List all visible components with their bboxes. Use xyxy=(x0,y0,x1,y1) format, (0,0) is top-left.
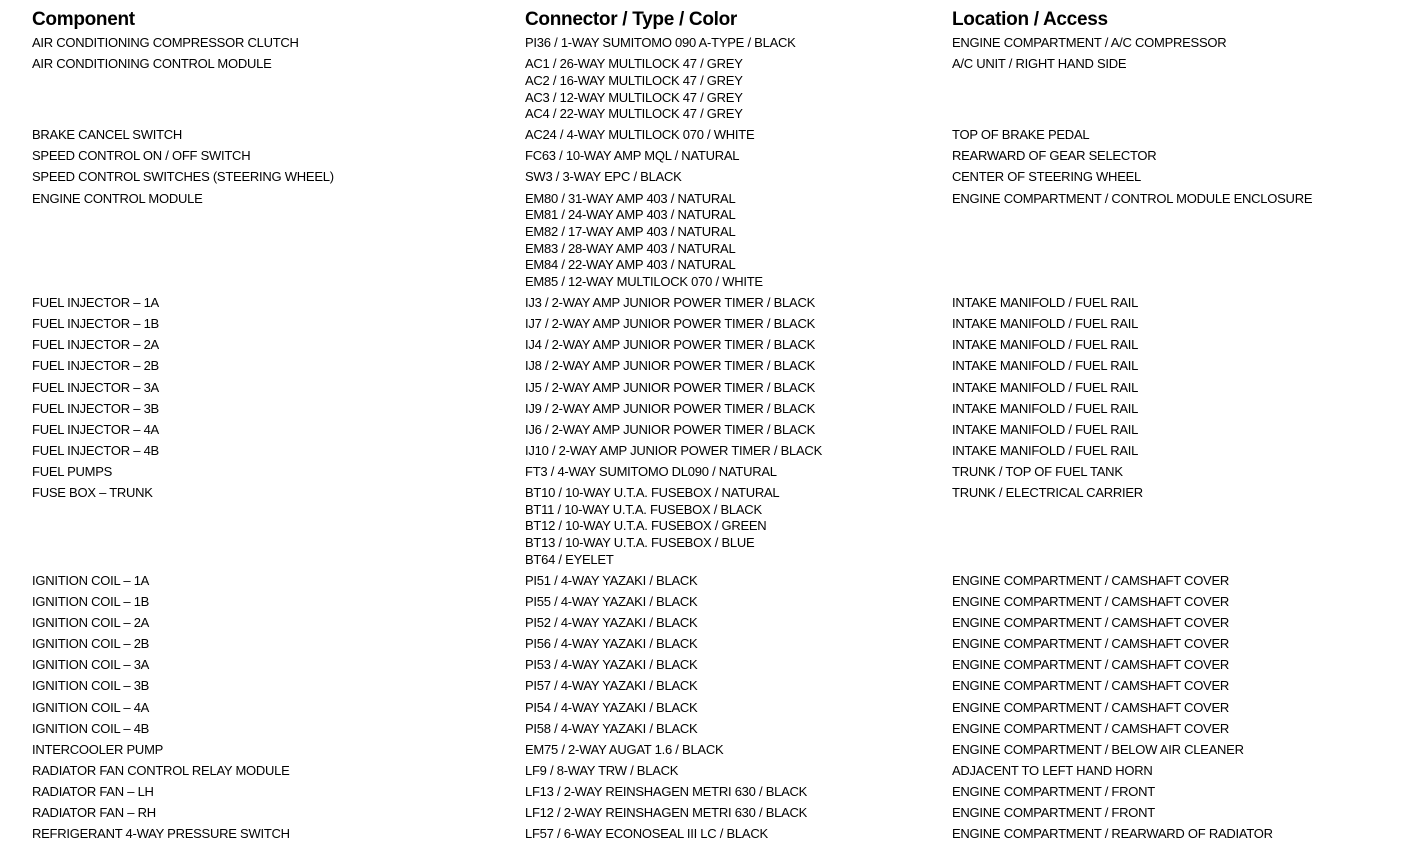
table-row xyxy=(32,380,1392,401)
connector-line: LF9 / 8-WAY TRW / BLACK xyxy=(525,762,679,778)
connector-line: FC63 / 10-WAY AMP MQL / NATURAL xyxy=(525,148,740,164)
table-row xyxy=(32,295,1392,316)
connector-line: EM82 / 17-WAY AMP 403 / NATURAL xyxy=(525,223,736,239)
table-row xyxy=(32,678,1392,699)
table-row xyxy=(32,464,1392,485)
table-row xyxy=(32,721,1392,742)
table-row xyxy=(32,191,1392,296)
component-cell: FUEL INJECTOR – 1B xyxy=(32,316,159,332)
location-cell: ENGINE COMPARTMENT / BELOW AIR CLEANER xyxy=(952,741,1244,757)
location-cell: ENGINE COMPARTMENT / CAMSHAFT COVER xyxy=(952,699,1230,715)
location-cell: ENGINE COMPARTMENT / CAMSHAFT COVER xyxy=(952,657,1230,673)
connector-line: PI53 / 4-WAY YAZAKI / BLACK xyxy=(525,657,698,673)
connector-cell xyxy=(525,805,952,822)
component-cell: FUSE BOX – TRUNK xyxy=(32,485,153,501)
location-cell: INTAKE MANIFOLD / FUEL RAIL xyxy=(952,379,1139,395)
connector-line: EM84 / 22-WAY AMP 403 / NATURAL xyxy=(525,257,736,273)
location-cell: INTAKE MANIFOLD / FUEL RAIL xyxy=(952,442,1139,458)
table-row xyxy=(32,148,1392,169)
location-cell: ADJACENT TO LEFT HAND HORN xyxy=(952,762,1153,778)
table-header xyxy=(32,9,1392,35)
location-cell: TRUNK / TOP OF FUEL TANK xyxy=(952,463,1123,479)
location-cell: ENGINE COMPARTMENT / CAMSHAFT COVER xyxy=(952,678,1230,694)
location-cell: TOP OF BRAKE PEDAL xyxy=(952,127,1090,143)
connector-cell xyxy=(525,721,952,738)
connector-line: LF12 / 2-WAY REINSHAGEN METRI 630 / BLACK xyxy=(525,804,808,820)
connector-cell xyxy=(525,337,952,354)
connector-line: EM81 / 24-WAY AMP 403 / NATURAL xyxy=(525,207,736,223)
connector-line: IJ5 / 2-WAY AMP JUNIOR POWER TIMER / BLACK xyxy=(525,379,816,395)
location-cell: ENGINE COMPARTMENT / A/C COMPRESSOR xyxy=(952,35,1227,50)
location-cell: INTAKE MANIFOLD / FUEL RAIL xyxy=(952,358,1139,374)
connector-line: EM85 / 12-WAY MULTILOCK 070 / WHITE xyxy=(525,274,763,290)
connector-cell xyxy=(525,443,952,460)
connector-cell xyxy=(525,148,952,165)
table-row xyxy=(32,742,1392,763)
header-component: Component xyxy=(32,9,135,30)
table-row xyxy=(32,316,1392,337)
location-cell: TRUNK / ELECTRICAL CARRIER xyxy=(952,485,1143,501)
location-cell: ENGINE COMPARTMENT / FRONT xyxy=(952,804,1155,820)
connector-line: IJ8 / 2-WAY AMP JUNIOR POWER TIMER / BLACK xyxy=(525,358,816,374)
connector-cell xyxy=(525,401,952,418)
table-row xyxy=(32,337,1392,358)
component-cell: SPEED CONTROL SWITCHES (STEERING WHEEL) xyxy=(32,169,334,185)
connector-line: FT3 / 4-WAY SUMITOMO DL090 / NATURAL xyxy=(525,463,777,479)
connector-line: BT64 / EYELET xyxy=(525,551,614,567)
location-cell: INTAKE MANIFOLD / FUEL RAIL xyxy=(952,316,1139,332)
location-cell: INTAKE MANIFOLD / FUEL RAIL xyxy=(952,421,1139,437)
connector-line: PI56 / 4-WAY YAZAKI / BLACK xyxy=(525,636,698,652)
connector-cell xyxy=(525,464,952,481)
connector-line: IJ7 / 2-WAY AMP JUNIOR POWER TIMER / BLACK xyxy=(525,316,816,332)
connector-line: BT13 / 10-WAY U.T.A. FUSEBOX / BLUE xyxy=(525,535,755,551)
header-location: Location / Access xyxy=(952,9,1108,30)
connector-line: BT10 / 10-WAY U.T.A. FUSEBOX / NATURAL xyxy=(525,485,780,501)
connector-line: LF13 / 2-WAY REINSHAGEN METRI 630 / BLACK xyxy=(525,783,808,799)
connector-line: EM80 / 31-WAY AMP 403 / NATURAL xyxy=(525,190,736,206)
component-cell: AIR CONDITIONING COMPRESSOR CLUTCH xyxy=(32,35,299,50)
connector-cell xyxy=(525,380,952,397)
component-cell: BRAKE CANCEL SWITCH xyxy=(32,127,183,143)
connector-cell xyxy=(525,358,952,375)
connector-line: AC1 / 26-WAY MULTILOCK 47 / GREY xyxy=(525,56,743,72)
connector-cell xyxy=(525,742,952,759)
table-row xyxy=(32,763,1392,784)
connector-cell xyxy=(525,615,952,632)
connector-cell xyxy=(525,422,952,439)
component-cell: IGNITION COIL – 4A xyxy=(32,699,150,715)
table-body xyxy=(32,35,1392,847)
connector-line: PI58 / 4-WAY YAZAKI / BLACK xyxy=(525,720,698,736)
connector-cell xyxy=(525,35,952,52)
component-cell: IGNITION COIL – 2B xyxy=(32,636,150,652)
location-cell: INTAKE MANIFOLD / FUEL RAIL xyxy=(952,400,1139,416)
connector-line: IJ4 / 2-WAY AMP JUNIOR POWER TIMER / BLACK xyxy=(525,337,816,353)
connector-line: SW3 / 3-WAY EPC / BLACK xyxy=(525,169,682,185)
table-row xyxy=(32,127,1392,148)
table-row xyxy=(32,169,1392,190)
component-cell: REFRIGERANT 4-WAY PRESSURE SWITCH xyxy=(32,826,290,842)
connector-cell xyxy=(525,784,952,801)
connector-line: IJ6 / 2-WAY AMP JUNIOR POWER TIMER / BLACK xyxy=(525,421,816,437)
component-cell: RADIATOR FAN – RH xyxy=(32,804,156,820)
component-cell: IGNITION COIL – 4B xyxy=(32,720,150,736)
component-cell: IGNITION COIL – 1A xyxy=(32,572,150,588)
connector-line: LF57 / 6-WAY ECONOSEAL III LC / BLACK xyxy=(525,826,768,842)
location-cell: ENGINE COMPARTMENT / REARWARD OF RADIATOR xyxy=(952,826,1273,842)
component-cell: IGNITION COIL – 2A xyxy=(32,615,150,631)
component-cell: FUEL INJECTOR – 4A xyxy=(32,421,159,437)
component-cell: FUEL INJECTOR – 1A xyxy=(32,295,159,311)
table-row xyxy=(32,657,1392,678)
connector-line: AC4 / 22-WAY MULTILOCK 47 / GREY xyxy=(525,106,743,122)
table-row xyxy=(32,826,1392,847)
connector-line: EM83 / 28-WAY AMP 403 / NATURAL xyxy=(525,240,736,256)
connector-cell xyxy=(525,636,952,653)
component-cell: IGNITION COIL – 1B xyxy=(32,594,150,610)
connector-cell xyxy=(525,826,952,843)
connector-cell xyxy=(525,485,952,569)
connector-line: PI52 / 4-WAY YAZAKI / BLACK xyxy=(525,615,698,631)
table-row xyxy=(32,594,1392,615)
location-cell: ENGINE COMPARTMENT / CONTROL MODULE ENCLOSURE xyxy=(952,190,1313,206)
connector-line: PI55 / 4-WAY YAZAKI / BLACK xyxy=(525,594,698,610)
connector-line: AC3 / 12-WAY MULTILOCK 47 / GREY xyxy=(525,89,743,105)
location-cell: INTAKE MANIFOLD / FUEL RAIL xyxy=(952,295,1139,311)
location-cell: ENGINE COMPARTMENT / CAMSHAFT COVER xyxy=(952,594,1230,610)
connector-line: IJ10 / 2-WAY AMP JUNIOR POWER TIMER / BLACK xyxy=(525,442,822,458)
connector-line: PI54 / 4-WAY YAZAKI / BLACK xyxy=(525,699,698,715)
location-cell: ENGINE COMPARTMENT / CAMSHAFT COVER xyxy=(952,720,1230,736)
component-cell: RADIATOR FAN – LH xyxy=(32,783,154,799)
connector-line: AC2 / 16-WAY MULTILOCK 47 / GREY xyxy=(525,72,743,88)
connector-cell xyxy=(525,169,952,186)
component-cell: FUEL INJECTOR – 4B xyxy=(32,442,159,458)
connector-cell xyxy=(525,700,952,717)
connector-line: IJ9 / 2-WAY AMP JUNIOR POWER TIMER / BLACK xyxy=(525,400,816,416)
connector-table xyxy=(32,9,1392,847)
component-cell: FUEL PUMPS xyxy=(32,463,113,479)
table-row xyxy=(32,443,1392,464)
component-cell: FUEL INJECTOR – 2A xyxy=(32,337,159,353)
table-row xyxy=(32,573,1392,594)
component-cell: SPEED CONTROL ON / OFF SWITCH xyxy=(32,148,251,164)
table-row xyxy=(32,422,1392,443)
location-cell: ENGINE COMPARTMENT / CAMSHAFT COVER xyxy=(952,572,1230,588)
location-cell: A/C UNIT / RIGHT HAND SIDE xyxy=(952,56,1127,72)
connector-cell xyxy=(525,295,952,312)
connector-cell xyxy=(525,316,952,333)
component-cell: FUEL INJECTOR – 3B xyxy=(32,400,159,416)
connector-line: PI57 / 4-WAY YAZAKI / BLACK xyxy=(525,678,698,694)
component-cell: IGNITION COIL – 3A xyxy=(32,657,150,673)
connector-cell xyxy=(525,56,952,123)
table-row xyxy=(32,485,1392,573)
header-connector: Connector / Type / Color xyxy=(525,9,738,30)
location-cell: ENGINE COMPARTMENT / CAMSHAFT COVER xyxy=(952,615,1230,631)
connector-line: AC24 / 4-WAY MULTILOCK 070 / WHITE xyxy=(525,127,755,143)
table-row xyxy=(32,636,1392,657)
component-cell: AIR CONDITIONING CONTROL MODULE xyxy=(32,56,272,72)
location-cell: CENTER OF STEERING WHEEL xyxy=(952,169,1142,185)
location-cell: REARWARD OF GEAR SELECTOR xyxy=(952,148,1157,164)
location-cell: INTAKE MANIFOLD / FUEL RAIL xyxy=(952,337,1139,353)
table-row xyxy=(32,56,1392,127)
table-row xyxy=(32,615,1392,636)
table-row xyxy=(32,700,1392,721)
connector-cell xyxy=(525,191,952,291)
component-cell: IGNITION COIL – 3B xyxy=(32,678,150,694)
connector-cell xyxy=(525,127,952,144)
component-cell: RADIATOR FAN CONTROL RELAY MODULE xyxy=(32,762,290,778)
location-cell: ENGINE COMPARTMENT / CAMSHAFT COVER xyxy=(952,636,1230,652)
table-row xyxy=(32,358,1392,379)
connector-line: PI51 / 4-WAY YAZAKI / BLACK xyxy=(525,572,698,588)
component-cell: INTERCOOLER PUMP xyxy=(32,741,164,757)
connector-line: EM75 / 2-WAY AUGAT 1.6 / BLACK xyxy=(525,741,724,757)
connector-cell xyxy=(525,573,952,590)
table-row xyxy=(32,401,1392,422)
location-cell: ENGINE COMPARTMENT / FRONT xyxy=(952,783,1155,799)
connector-line: BT11 / 10-WAY U.T.A. FUSEBOX / BLACK xyxy=(525,501,762,517)
connector-line: IJ3 / 2-WAY AMP JUNIOR POWER TIMER / BLACK xyxy=(525,295,816,311)
component-cell: ENGINE CONTROL MODULE xyxy=(32,190,203,206)
connector-cell xyxy=(525,594,952,611)
connector-line: BT12 / 10-WAY U.T.A. FUSEBOX / GREEN xyxy=(525,518,767,534)
connector-line: PI36 / 1-WAY SUMITOMO 090 A-TYPE / BLACK xyxy=(525,35,796,50)
table-row xyxy=(32,805,1392,826)
component-cell: FUEL INJECTOR – 3A xyxy=(32,379,159,395)
component-cell: FUEL INJECTOR – 2B xyxy=(32,358,159,374)
table-row xyxy=(32,35,1392,56)
connector-cell xyxy=(525,657,952,674)
connector-cell xyxy=(525,763,952,780)
connector-cell xyxy=(525,678,952,695)
table-row xyxy=(32,784,1392,805)
